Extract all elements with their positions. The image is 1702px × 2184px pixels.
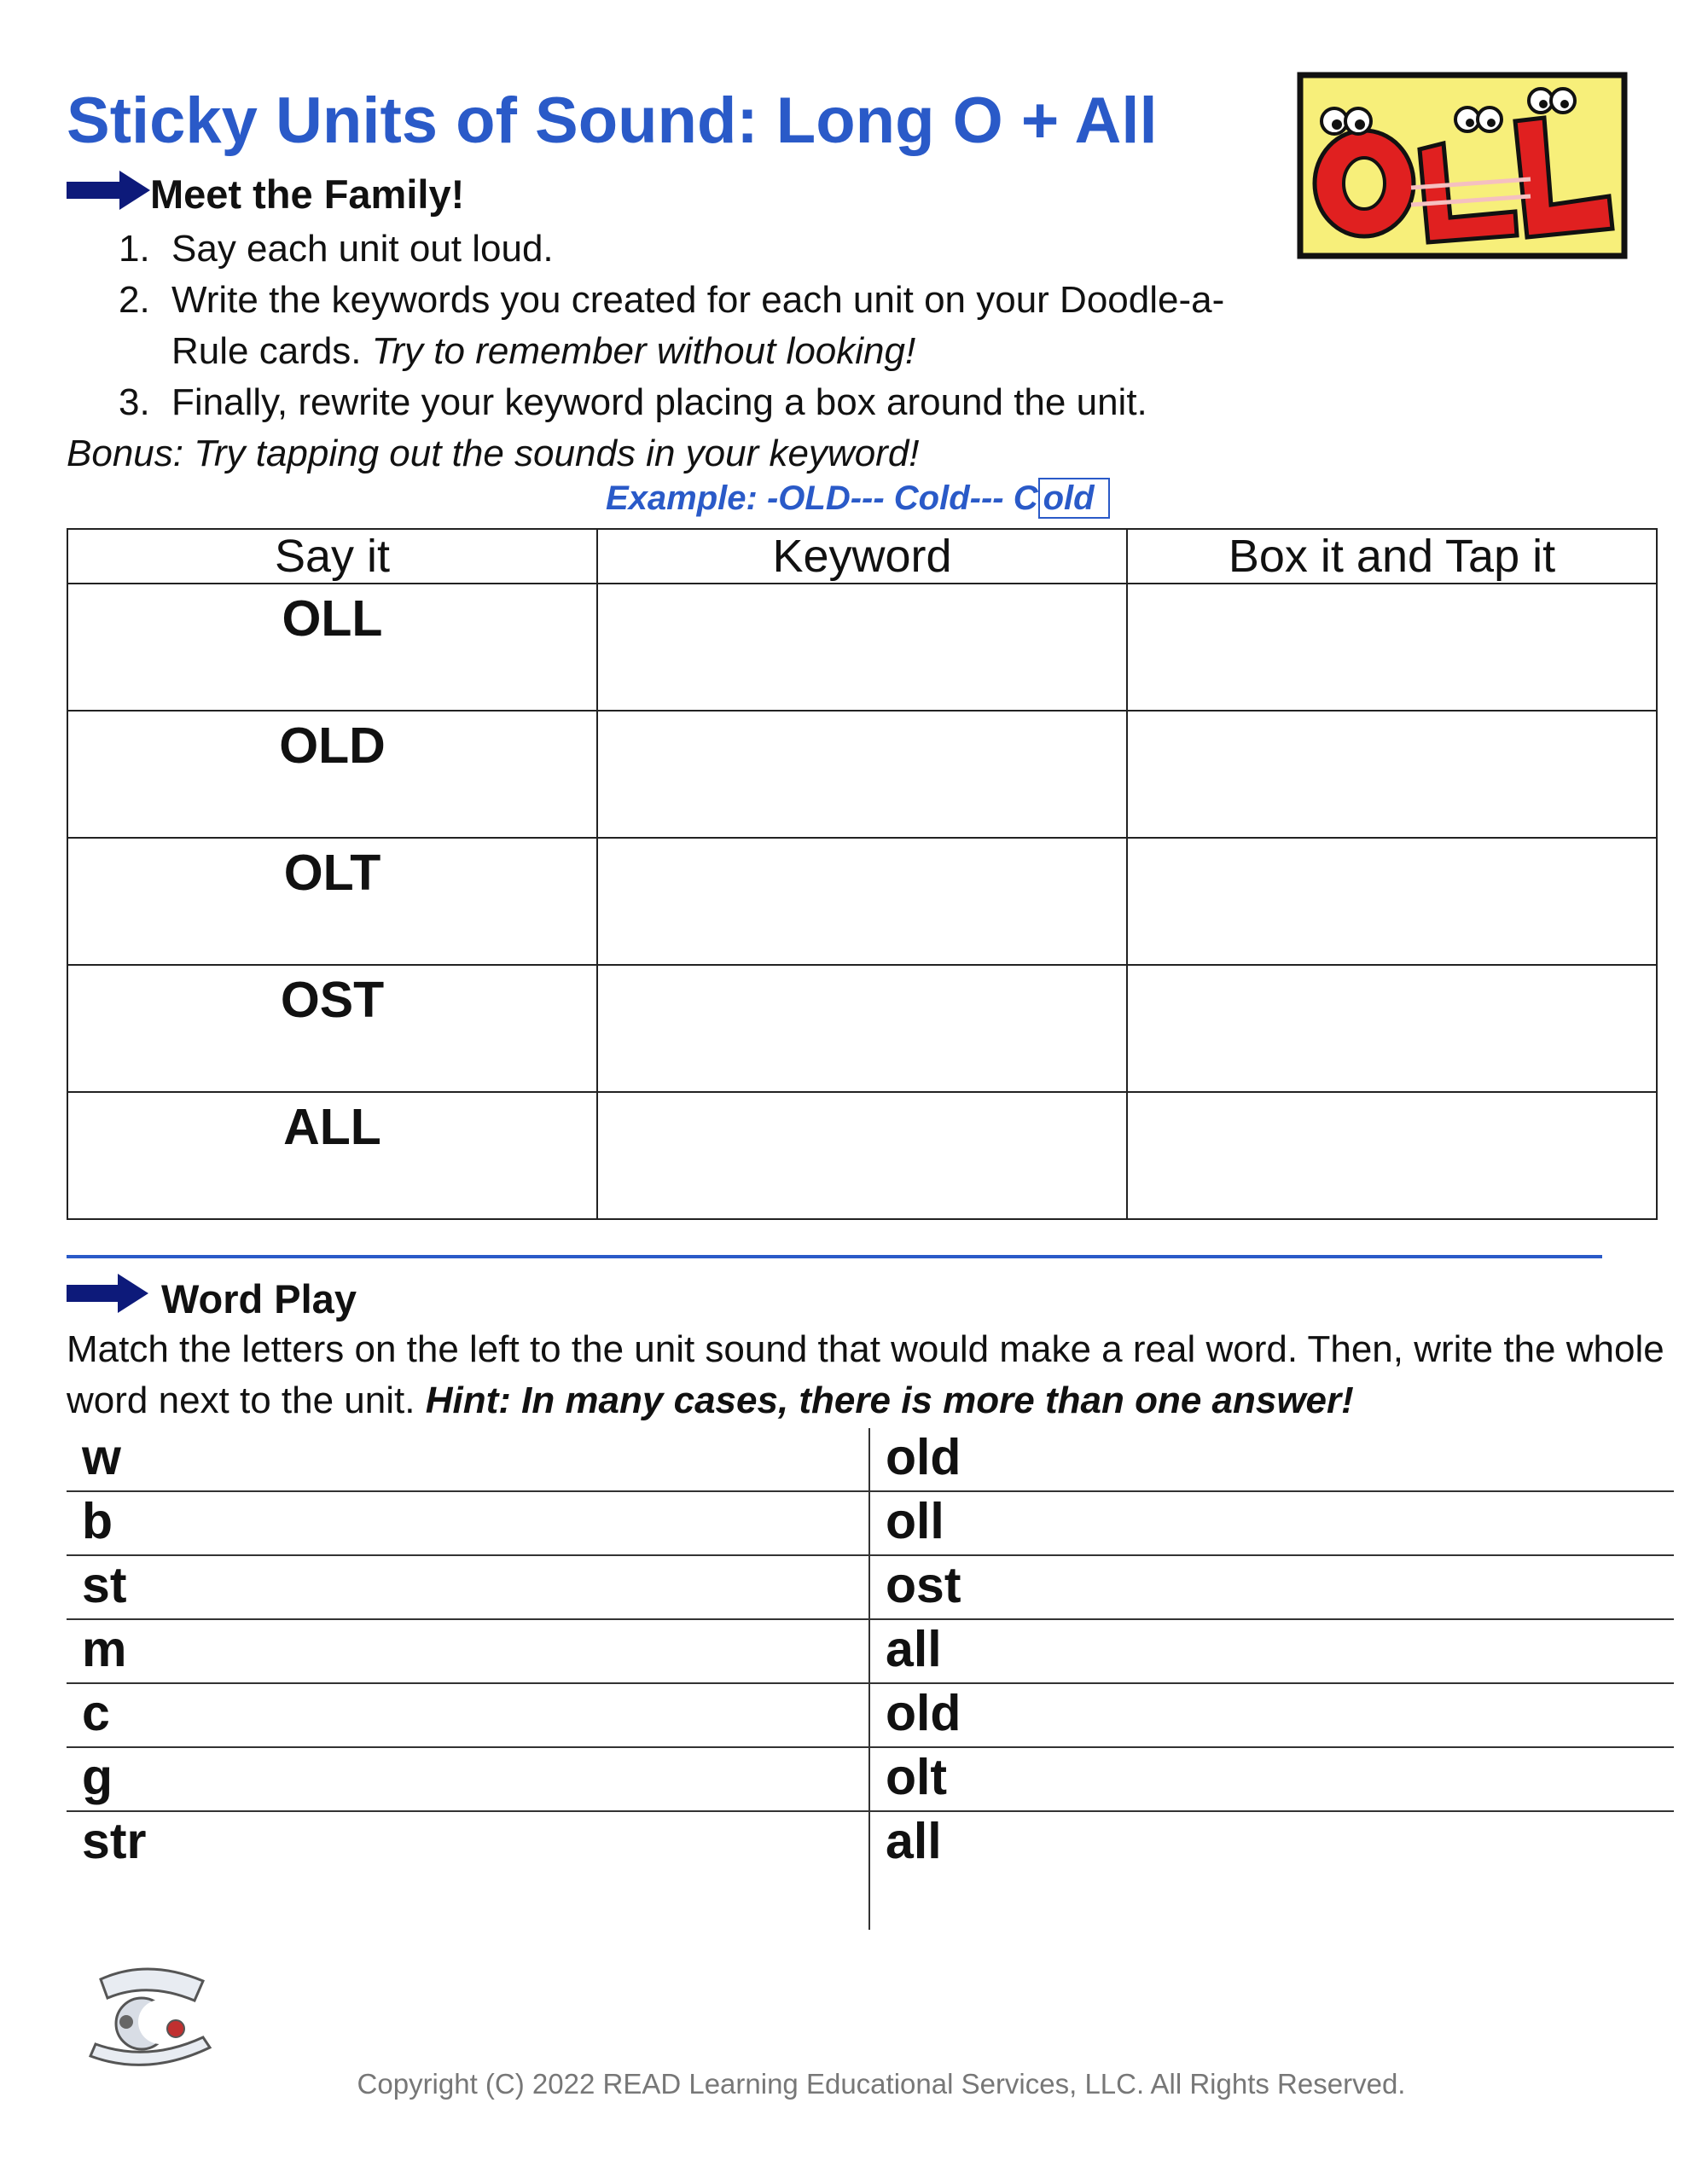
- keyword-cell[interactable]: [597, 711, 1127, 838]
- wordplay-heading: Word Play: [161, 1276, 357, 1321]
- list-item: [67, 1492, 1674, 1556]
- list-item: [67, 1812, 1674, 1874]
- silver-moon-logo-icon: [75, 1962, 220, 2073]
- right-unit: olt: [886, 1749, 948, 1805]
- col-box-tap: Box it and Tap it: [1127, 529, 1657, 584]
- page-title: Sticky Units of Sound: Long O + All: [67, 84, 1158, 157]
- keyword-cell[interactable]: [597, 1092, 1127, 1219]
- col-keyword: Keyword: [597, 529, 1127, 584]
- box-tap-cell[interactable]: [1127, 838, 1657, 965]
- copyright: Copyright (C) 2022 READ Learning Educational Services, LLC. All Rights Reserved.: [357, 2068, 1406, 2100]
- table-row: [67, 584, 1657, 711]
- steps-list: [67, 224, 1295, 428]
- left-letters: b: [82, 1493, 113, 1549]
- box-tap-cell[interactable]: [1127, 711, 1657, 838]
- right-unit: all: [886, 1621, 942, 1677]
- example-boxed-unit: old: [1038, 478, 1110, 519]
- left-letters: m: [82, 1621, 127, 1677]
- oll-logo: [1292, 68, 1633, 264]
- unit-cell: OLD: [67, 711, 597, 838]
- list-item: [67, 1748, 1674, 1812]
- match-list: [67, 1428, 1674, 1874]
- unit-cell: ALL: [67, 1092, 597, 1219]
- keyword-cell[interactable]: [597, 965, 1127, 1092]
- match-divider: [868, 1428, 870, 1930]
- left-letters: w: [82, 1429, 121, 1485]
- meet-arrow: [67, 171, 150, 210]
- left-letters: c: [82, 1685, 110, 1741]
- table-row: [67, 965, 1657, 1092]
- example-line: Example: -OLD--- Cold--- C old: [606, 479, 1110, 518]
- right-arrow-icon: [67, 1274, 148, 1313]
- list-item: [67, 1684, 1674, 1748]
- steps-block: [67, 224, 1295, 479]
- table-row: [67, 711, 1657, 838]
- units-table: [67, 528, 1658, 1220]
- list-item: [67, 1428, 1674, 1492]
- col-say-it: Say it: [67, 529, 597, 584]
- table-row: [67, 1092, 1657, 1219]
- right-unit: old: [886, 1685, 961, 1741]
- table-row: [67, 838, 1657, 965]
- keyword-cell[interactable]: [597, 838, 1127, 965]
- meet-heading: Meet the Family!: [150, 171, 465, 217]
- wordplay-hint: Hint: In many cases, there is more than one answer!: [425, 1380, 1354, 1421]
- left-letters: str: [82, 1813, 147, 1869]
- right-arrow-icon: [67, 171, 150, 210]
- box-tap-cell[interactable]: [1127, 1092, 1657, 1219]
- oll-logo-icon: [1292, 68, 1633, 264]
- silver-moon-logo: [75, 1962, 220, 2073]
- wordplay-arrow: [67, 1274, 148, 1313]
- step-1: 1. Say each unit out loud.: [119, 228, 554, 270]
- left-letters: st: [82, 1557, 127, 1613]
- left-letters: g: [82, 1749, 113, 1805]
- right-unit: oll: [886, 1493, 944, 1549]
- list-item: [67, 1556, 1674, 1620]
- keyword-cell[interactable]: [597, 584, 1127, 711]
- right-unit: ost: [886, 1557, 961, 1613]
- step-3: 3. Finally, rewrite your keyword placing a box around the unit.: [119, 381, 1147, 423]
- bonus-text: Bonus: Try tapping out the sounds in your keyword!: [67, 433, 920, 474]
- unit-cell: OLL: [67, 584, 597, 711]
- right-unit: all: [886, 1813, 942, 1869]
- section-divider: [67, 1255, 1602, 1258]
- step-2: 2. Write the keywords you created for each unit on your Doodle-a- Rule cards. Try to remember without looking!: [119, 279, 1225, 372]
- list-item: [67, 1620, 1674, 1684]
- unit-cell: OLT: [67, 838, 597, 965]
- wordplay-instruction: Match the letters on the left to the unit sound that would make a real word. Then, write the whole word next to the unit. Hint: In many cases, there is more than one answer!: [67, 1328, 1664, 1421]
- unit-cell: OST: [67, 965, 597, 1092]
- right-unit: old: [886, 1429, 961, 1485]
- box-tap-cell[interactable]: [1127, 965, 1657, 1092]
- box-tap-cell[interactable]: [1127, 584, 1657, 711]
